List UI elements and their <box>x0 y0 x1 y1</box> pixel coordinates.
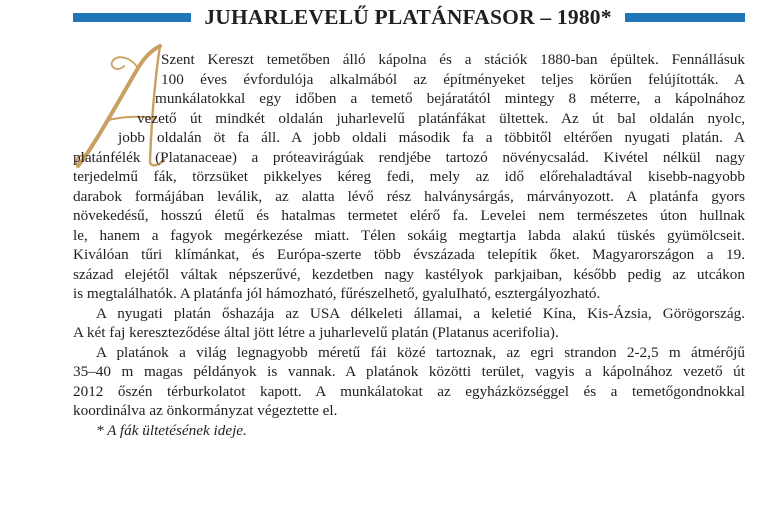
text-line: le, hanem a fagyok megérkezése miatt. Télen sokáig megtartja labda alakú tüskés gyümölcseit. <box>73 226 745 244</box>
title-rule-right <box>625 13 745 22</box>
text-line: A nyugati platán őshazája az USA délkeleti államai, a keletié Kína, Kis-Ázsia, Görögország. <box>96 304 745 322</box>
article-body <box>73 50 745 440</box>
text-line: század elejétől váltak népszerűvé, kezdetben nagy kastélyok parkjaiban, később pedig az utcákon <box>73 265 745 283</box>
text-line: A platánok a világ legnagyobb méretű fái közé tartoznak, az egri strandon 2-2,5 m átmérőjű <box>96 343 745 361</box>
text-line: is megtalálhatók. A platánfa jól hámozható, fűrészelhető, gyaluIható, esztergályozható. <box>73 285 601 302</box>
text-line: darabok formájában leválik, az alatta lévő rész halványsárgás, márványozott. A platánfa gyors <box>73 187 745 205</box>
text-line: növekedésű, hosszú életű és hatalmas termetet elérő fa. Levelei nem természetes úton hullnak <box>73 207 745 224</box>
footnote: * A fák ültetésének ideje. <box>96 421 247 439</box>
text-line: vezető út mindkét oldalán juharlevelű platánfákat ültettek. Az út bal oldalán nyolc, <box>137 109 745 127</box>
text-line: 35–40 m magas példányok is vannak. A platánok közötti terület, vagyis a kápolnához vezető út <box>73 363 745 380</box>
text-line: koordinálva az önkormányzat végeztette el. <box>73 402 338 419</box>
text-line: 2012 őszén térburkolatot kapott. A munkálatokat az egyházközséggel és a temetőgondnokkal <box>73 382 745 400</box>
text-line: munkálatokkal egy időben a temető bejáratától mintegy 8 méterre, a kápolnához <box>155 90 745 107</box>
text-line: 100 éves évfordulója alkalmából az építményeket teljes körűen felújították. A <box>161 70 745 88</box>
page-header <box>0 0 773 36</box>
title-rule-left <box>73 13 191 22</box>
text-line: A két faj kereszteződése által jött létre a juharlevelű platán (Platanus acerifolia). <box>73 324 559 341</box>
page-title: JUHARLEVELŰ PLATÁNFASOR – 1980* <box>204 5 612 29</box>
text-line: Szent Kereszt temetőben álló kápolna és a stációk 1880-ban épültek. Fennállásuk <box>161 51 745 68</box>
text-line: Kiválóan tűri klímánkat, és Európa-szerte több évszázada telepítik őket. Magyarországon a 19. <box>73 246 745 263</box>
text-line: jobb oldalán öt fa áll. A jobb oldali második fa a többitől eltérően nyugati platán. A <box>118 129 745 146</box>
text-line: platánfélék (Platanaceae) a próteavirágúak rendjébe tartozó növénycsalád. Kivétel nélkül nagy <box>73 148 745 166</box>
text-line: terjedelmű fák, törzsüket pikkelyes kéreg fedi, mely az idő előrehaladtával kisebb-nagyobb <box>73 168 745 185</box>
